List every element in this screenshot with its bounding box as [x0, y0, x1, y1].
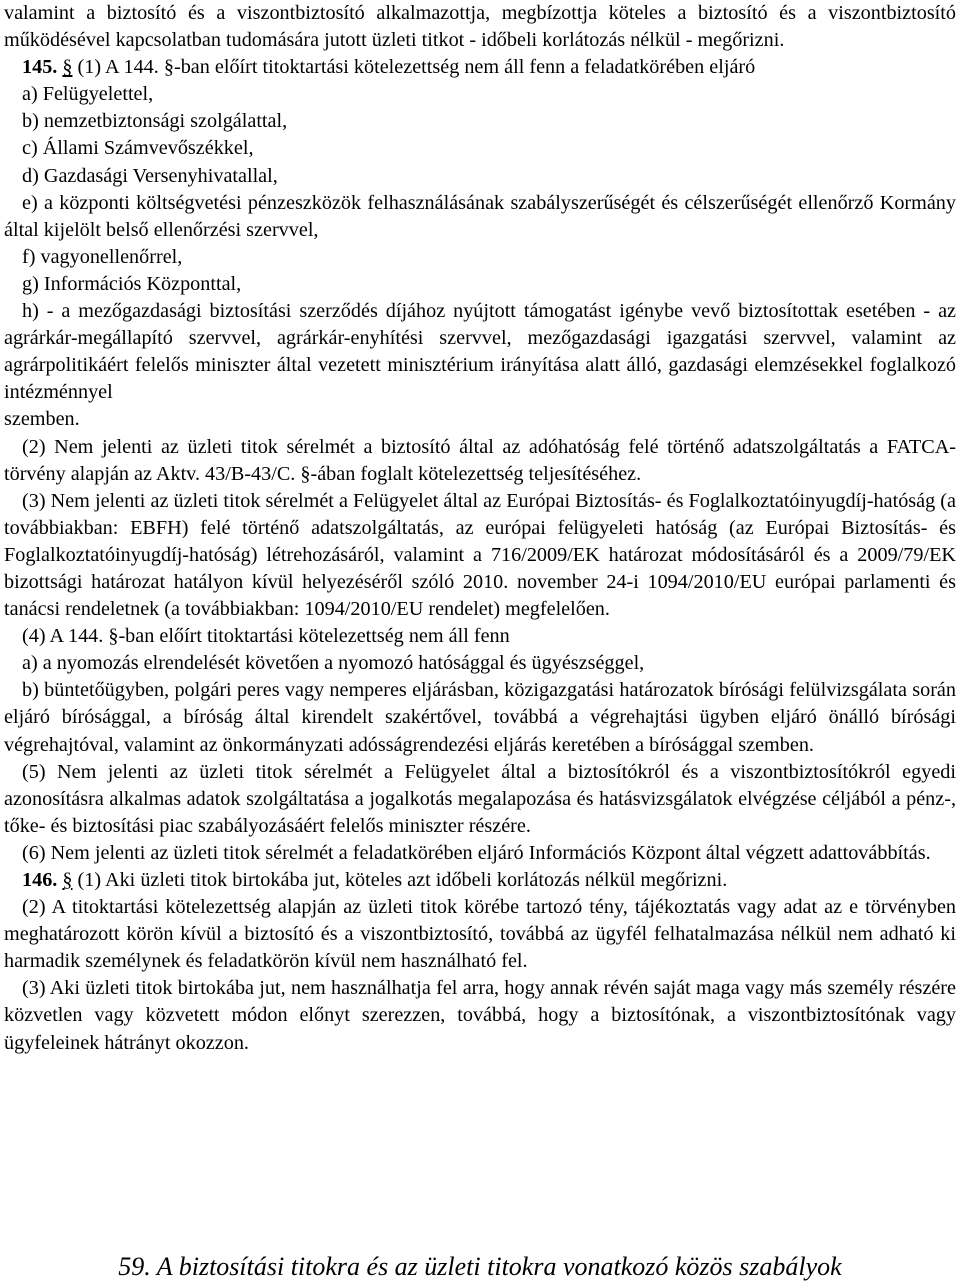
list-item-f: f) vagyonellenőrrel,	[22, 245, 183, 268]
paragraph-continuation: valamint a biztosító és a viszontbiztosító alkalmazottja, megbízottja köteles a biztosító és a viszontbiztosító működésével kapcsolatban tudomására jutott üzleti titkot - időbeli korlátozás nélkül - megőrizni.	[4, 2, 956, 52]
document-body	[4, 0, 956, 1057]
section-146-paragraph-1	[4, 867, 956, 894]
section-145-paragraph-1	[4, 54, 956, 81]
list-item-4a: a) a nyomozás elrendelését követően a nyomozó hatósággal és ügyészséggel,	[22, 652, 645, 675]
paragraph-text: (1) Aki üzleti titok birtokába jut, köteles azt időbeli korlátozás nélkül megőrizni.	[72, 869, 728, 891]
section-145-paragraph-5: (5) Nem jelenti az üzleti titok sérelmét a Felügyelet által a biztosítókról és a viszontbiztosítókról egyedi azonosításra alkalmas adatok szolgáltatása a jogalkotás megalapozása és hatásvizsgálatok elvégzése céljából a pénz-, tőke- és biztosítási piac szabályozásáért felelős miniszter részére.	[4, 760, 956, 837]
section-145-paragraph-3: (3) Nem jelenti az üzleti titok sérelmét a Felügyelet által az Európai Biztosítás- és Foglalkoztatóinyugdíj-hatóság (a továbbiakban: EBFH) felé történő adatszolgáltatás, az európai felügyeleti hatóság (az Európai Biztosítás- és Foglalkoztatóinyugdíj-hatóság) létrehozásáról, valamint a 716/2009/EK határozat módosításáról és a 2009/79/EK bizottsági határozat hatályon kívül helyezéséről szóló 2010. november 24-i 1094/2010/EU európai parlamenti és tanácsi rendeletnek (a továbbiakban: 1094/2010/EU rendelet) megfelelően.	[4, 489, 956, 621]
paragraph-text: (1) A 144. §-ban előírt titoktartási kötelezettség nem áll fenn a feladatkörében eljáró	[72, 56, 756, 79]
section-number: 145.	[22, 56, 58, 79]
list-item-e: e) a központi költségvetési pénzeszközök felhasználásának szabályszerűségét és célszerűségét ellenőrző Kormány által kijelölt belső ellenőrzési szervvel,	[4, 191, 956, 241]
section-number: 146.	[22, 869, 58, 891]
list-item-a: a) Felügyelettel,	[22, 83, 154, 106]
list-item-d: d) Gazdasági Versenyhivatallal,	[22, 164, 278, 187]
list-closing-text: szemben.	[4, 408, 80, 431]
section-145-paragraph-4: (4) A 144. §-ban előírt titoktartási kötelezettség nem áll fenn	[22, 625, 510, 648]
list-item-c: c) Állami Számvevőszékkel,	[22, 137, 254, 160]
section-symbol: §	[62, 56, 73, 79]
section-145-paragraph-2: (2) Nem jelenti az üzleti titok sérelmét a biztosító által az adóhatóság felé történő adatszolgáltatás a FATCA-törvény alapján az Aktv. 43/B-43/C. §-ában foglalt kötelezettség teljesítéséhez.	[4, 435, 956, 485]
list-item-g: g) Információs Központtal,	[22, 272, 242, 295]
section-146-paragraph-2: (2) A titoktartási kötelezettség alapján az üzleti titok körébe tartozó tény, tájékoztatás vagy adat az e törvényben meghatározott körön kívül a biztosító és a viszontbiztosító, továbbá az ügyfél felhatalmazása nélkül nem adható ki harmadik személynek és feladatkörön kívül nem használható fel.	[4, 896, 956, 973]
list-item-b: b) nemzetbiztonsági szolgálattal,	[22, 110, 288, 133]
section-heading: 59. A biztosítási titokra és az üzleti titokra vonatkozó közös szabályok	[118, 1252, 842, 1281]
list-item-4b: b) büntetőügyben, polgári peres vagy nemperes eljárásban, közigazgatási határozatok bírósági felülvizsgálata során eljáró bírósággal, a bíróság által kirendelt szakértővel, továbbá a végrehajtási ügyben eljáró önálló bírósági végrehajtóval, valamint az önkormányzati adósságrendezési eljárás keretében a bírósággal szemben.	[4, 679, 956, 756]
list-item-h: h) - a mezőgazdasági biztosítási szerződés díjához nyújtott támogatást igénybe vevő biztosítottak esetében - az agrárkár-megállapító szervvel, agrárkár-enyhítési szervvel, mezőgazdasági igazgatási szervvel, valamint az agrárpolitikáért felelős miniszter által vezetett minisztérium irányítása alatt álló, gazdasági elemzésekkel foglalkozó intézménnyel	[4, 300, 956, 404]
section-146-paragraph-3: (3) Aki üzleti titok birtokába jut, nem használhatja fel arra, hogy annak révén saját maga vagy más személy részére közvetlen vagy közvetett módon előnyt szerezzen, továbbá, hogy a biztosítónak, a viszontbiztosítónak vagy ügyfeleinek hátrányt okozzon.	[4, 977, 956, 1054]
section-145-paragraph-6: (6) Nem jelenti az üzleti titok sérelmét a feladatkörében eljáró Információs Központ által végzett adattovábbítás.	[22, 841, 931, 864]
section-symbol: §	[62, 869, 73, 891]
